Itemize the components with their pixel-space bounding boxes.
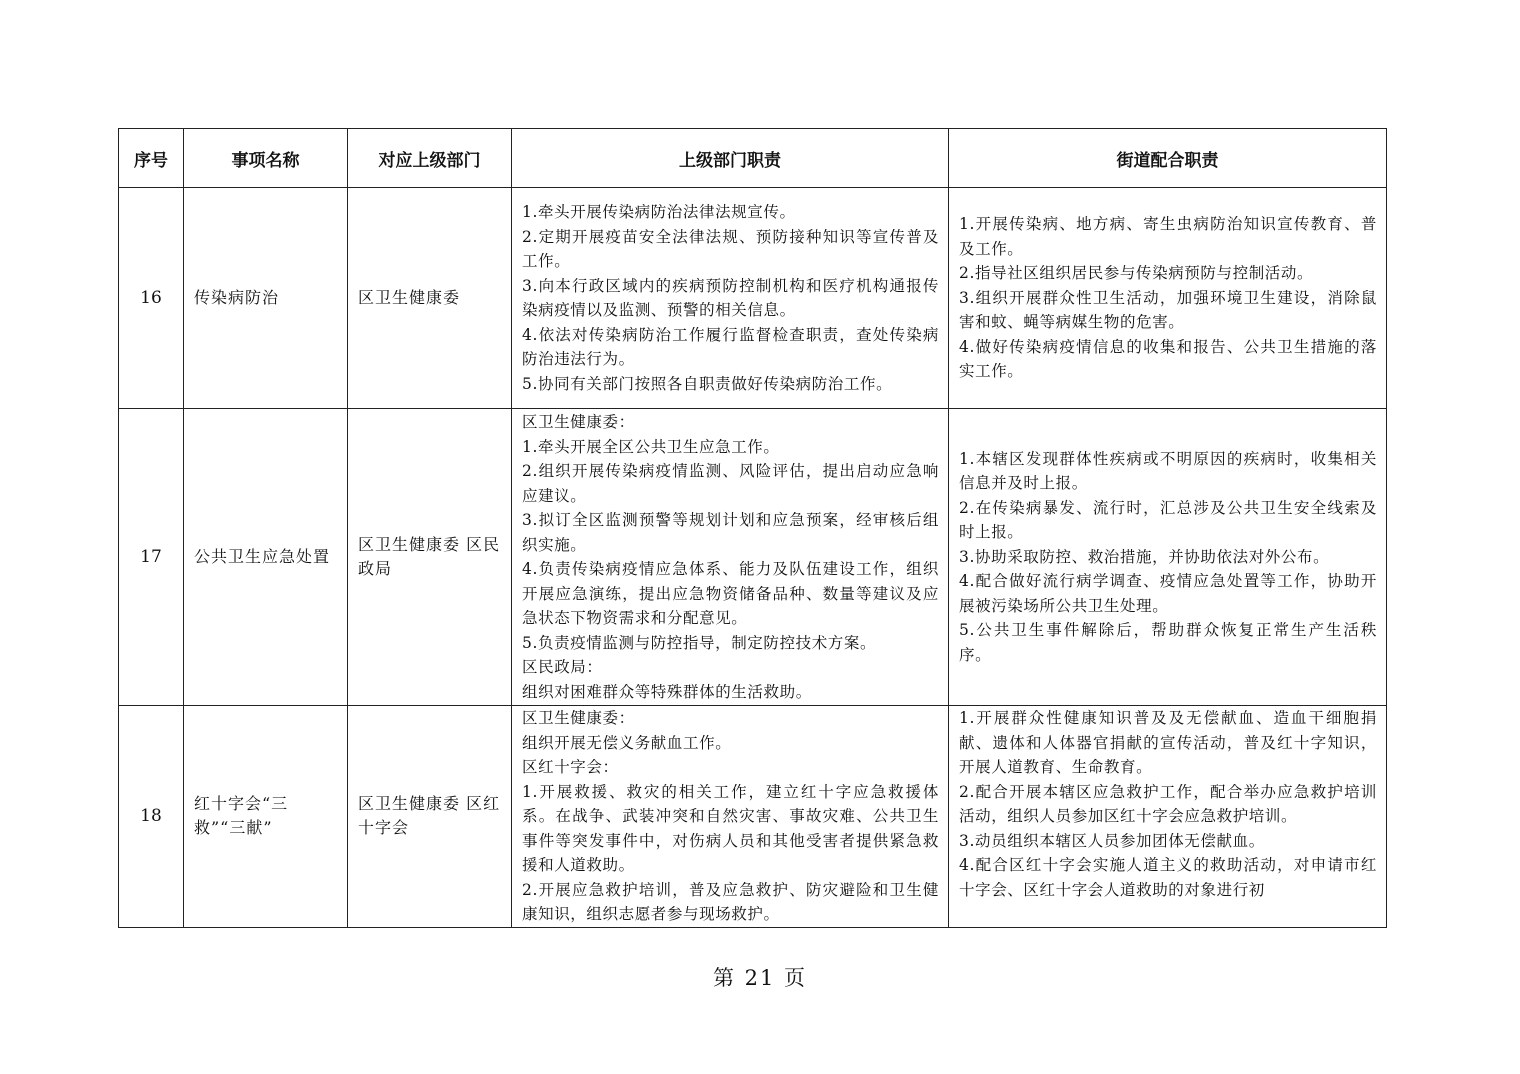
duty-line: 2.指导社区组织居民参与传染病预防与控制活动。 (959, 264, 1314, 283)
duty-line: 1.本辖区发现群体性疾病或不明原因的疾病时，收集相关信息并及时上报。 (959, 449, 1377, 493)
duty-line: 组织对困难群众等特殊群体的生活救助。 (522, 682, 812, 701)
duty-line: 3.向本行政区域内的疾病预防控制机构和医疗机构通报传染病疫情以及监测、预警的相关信息。 (522, 276, 939, 319)
duty-line: 1.开展群众性健康知识普及及无偿献血、造血干细胞捐献、遗体和人体器官捐献的宣传活动，普及红十字知识，开展人道教育、生命教育。 (959, 709, 1377, 776)
table-row (119, 188, 1387, 409)
duty-line: 区红十字会： (522, 758, 619, 776)
duty-line: 3.组织开展群众性卫生活动，加强环境卫生建设，消除鼠害和蚊、蝇等病媒生物的危害。 (959, 288, 1377, 332)
header-no: 序号 (119, 129, 184, 188)
duty-line: 4.配合做好流行病学调查、疫情应急处置等工作，协助开展被污染场所公共卫生处理。 (959, 572, 1377, 615)
row-street-duty (949, 188, 1387, 409)
duty-line: 4.依法对传染病防治工作履行监督检查职责，查处传染病防治违法行为。 (522, 325, 939, 368)
duty-line: 1.开展传染病、地方病、寄生虫病防治知识宣传教育、普及工作。 (959, 215, 1377, 258)
header-street-duty: 街道配合职责 (949, 129, 1387, 188)
duty-line: 2.配合开展本辖区应急救护工作，配合举办应急救护培训活动，组织人员参加区红十字会应急救护培训。 (959, 782, 1377, 825)
header-upper-dept: 对应上级部门 (348, 129, 512, 188)
duty-line: 2.组织开展传染病疫情监测、风险评估，提出启动应急响应建议。 (522, 462, 939, 505)
page-footer: 第 21 页 (712, 966, 808, 990)
table-row (119, 706, 1387, 928)
duty-line: 4.配合区红十字会实施人道主义的救助活动，对申请市红十字会、区红十字会人道救助的对象进行初 (959, 856, 1377, 899)
duty-line: 3.拟订全区监测预警等规划计划和应急预案，经审核后组织实施。 (522, 511, 939, 554)
row-upper-duty (512, 188, 949, 409)
duty-line: 2.在传染病暴发、流行时，汇总涉及公共卫生安全线索及时上报。 (959, 498, 1377, 542)
row-dept: 区卫生健康委 区民政局 (348, 409, 512, 706)
row-no: 16 (119, 188, 184, 409)
duty-line: 5.公共卫生事件解除后，帮助群众恢复正常生产生活秩序。 (959, 621, 1377, 664)
row-no: 17 (119, 409, 184, 706)
row-no: 18 (119, 706, 184, 928)
duty-line: 区卫生健康委： (522, 413, 635, 431)
duty-line: 1.开展救援、救灾的相关工作，建立红十字应急救援体系。在战争、武装冲突和自然灾害、事故灾难、公共卫生事件等突发事件中，对伤病人员和其他受害者提供紧急救援和人道救助。 (522, 782, 939, 874)
header-upper-duty: 上级部门职责 (512, 129, 949, 188)
duty-line: 区民政局： (522, 658, 603, 676)
row-street-duty (949, 409, 1387, 706)
duty-line: 5.协同有关部门按照各自职责做好传染病防治工作。 (522, 374, 893, 393)
row-street-duty (949, 706, 1387, 928)
duty-line: 区卫生健康委： (522, 709, 635, 727)
row-item-name: 公共卫生应急处置 (184, 409, 348, 706)
duty-line: 5.负责疫情监测与防控指导，制定防控技术方案。 (522, 633, 877, 652)
row-dept: 区卫生健康委 (348, 188, 512, 409)
row-upper-duty (512, 409, 949, 706)
duty-table (118, 128, 1387, 928)
duty-line: 1.牵头开展全区公共卫生应急工作。 (522, 437, 780, 456)
duty-line: 组织开展无偿义务献血工作。 (522, 733, 732, 752)
header-item-name: 事项名称 (184, 129, 348, 188)
duty-line: 3.协助采取防控、救治措施，并协助依法对外公布。 (959, 547, 1330, 566)
duty-line: 1.牵头开展传染病防治法律法规宣传。 (522, 203, 796, 221)
row-item-name: 传染病防治 (184, 188, 348, 409)
table-row (119, 409, 1387, 706)
duty-line: 4.做好传染病疫情信息的收集和报告、公共卫生措施的落实工作。 (959, 337, 1377, 381)
duty-line: 2.定期开展疫苗安全法律法规、预防接种知识等宣传普及工作。 (522, 227, 939, 270)
table-header-row (119, 129, 1387, 188)
duty-line: 3.动员组织本辖区人员参加团体无偿献血。 (959, 831, 1265, 850)
row-item-name: 红十字会“三救”“三献” (184, 706, 348, 928)
row-upper-duty (512, 706, 949, 928)
duty-line: 4.负责传染病疫情应急体系、能力及队伍建设工作，组织开展应急演练，提出应急物资储备品种、数量等建议及应急状态下物资需求和分配意见。 (522, 560, 939, 627)
duty-line: 2.开展应急救护培训，普及应急救护、防灾避险和卫生健康知识，组织志愿者参与现场救护。 (522, 880, 939, 923)
row-dept: 区卫生健康委 区红十字会 (348, 706, 512, 928)
